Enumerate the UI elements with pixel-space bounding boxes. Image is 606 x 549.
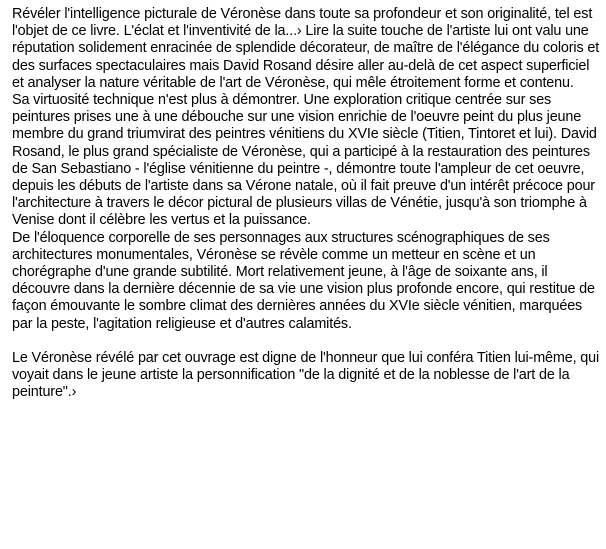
description-paragraph-3: De l'éloquence corporelle de ses personnages aux structures scénographiques de ses architectures monumentales, Véronèse se révèle comme un metteur en scène et un chorégraphe d'une grande subtilité. Mort relativement jeune, à l'âge de soixante ans, il découvre dans la dernière décennie de sa vie une vision plus profonde encore, qui restitue de façon émouvante le sombre climat des dernières années du XVIe siècle vénitien, marquées par la peste, l'agitation religieuse et d'autres calamités. [12, 229, 595, 332]
paragraph-spacer [12, 333, 602, 350]
description-paragraph-1: Révéler l'intelligence picturale de Véronèse dans toute sa profondeur et son originalité, tel est l'objet de ce livre. L'éclat et l'inventivité de la...› Lire la suite touche de l'artiste lui ont valu une réputation solidement enracinée de splendide décorateur, de maître de l'élégance du coloris et des surfaces spectaculaires mais David Rosand désire aller au-delà de cet aspect superficiel et analyser la nature véritable de l'art de Véronèse, qui mêle étroitement forme et contenu. [12, 6, 600, 91]
description-paragraph-4: Le Véronèse révélé par cet ouvrage est digne de l'honneur que lui conféra Titien lui-même, qui voyait dans le jeune artiste la personnification "de la dignité et de la noblesse de l'art de la peinture".› [12, 350, 600, 401]
description-paragraph-2: Sa virtuosité technique n'est plus à démontrer. Une exploration critique centrée sur ses peintures prises une à une débouche sur une vision enrichie de l'oeuvre peint du plus jeune membre du grand triumvirat des peintres vénitiens du XVIe siècle (Titien, Tintoret et lui). David Rosand, le plus grand spécialiste de Véronèse, qui a participé à la restauration des peintures de San Sebastiano - l'église vénitienne du peintre -, démontre toute l'ampleur de cet oeuvre, depuis les débuts de l'artiste dans sa Vérone natale, où il fait preuve d'un intérêt précoce pour l'architecture à travers le décor pictural de plusieurs villas de Vénétie, jusqu'à son triomphe à Venise dont il célèbre les vertus et la puissance. [12, 92, 597, 229]
